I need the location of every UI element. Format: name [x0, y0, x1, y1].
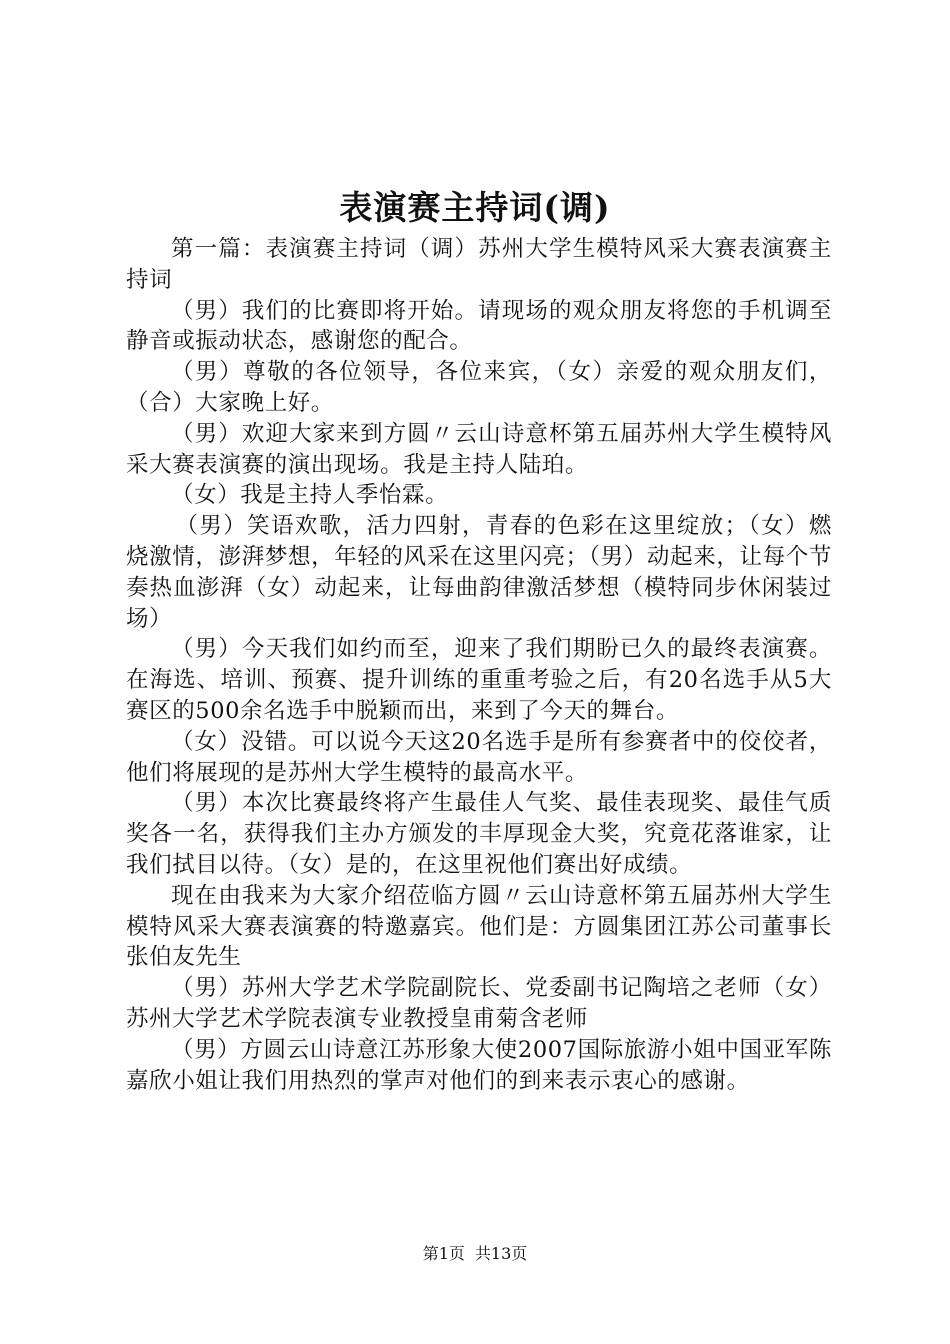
document-title: 表演赛主持词(调) — [339, 188, 611, 227]
paragraph: 第一篇：表演赛主持词（调）苏州大学生模特风采大赛表演赛主持词 — [126, 236, 832, 293]
paragraph: （男）本次比赛最终将产生最佳人气奖、最佳表现奖、最佳气质奖各一名，获得我们主办方颁发的丰厚现金大奖，究竟花落谁家，让我们拭目以待。（女）是的，在这里祝他们赛出好成绩。 — [126, 790, 832, 878]
paragraph: （男）笑语欢歌，活力四射，青春的色彩在这里绽放；（女）燃烧激情，澎湃梦想，年轻的风采在这里闪亮；（男）动起来，让每个节奏热血澎湃（女）动起来，让每曲韵律激活梦想（模特同步休闲装过场） — [126, 513, 832, 632]
paragraph: （女）我是主持人季怡霖。 — [171, 482, 449, 509]
paragraph: （女）没错。可以说今天这20名选手是所有参赛者中的佼佼者，他们将展现的是苏州大学生模特的最高水平。 — [126, 728, 832, 786]
paragraph: 现在由我来为大家介绍莅临方圆〃云山诗意杯第五届苏州大学生模特风采大赛表演赛的特邀嘉宾。他们是：方圆集团江苏公司董事长张伯友先生 — [126, 882, 832, 971]
document-body — [126, 234, 832, 1096]
paragraph: （男）今天我们如约而至，迎来了我们期盼已久的最终表演赛。在海选、培训、预赛、提升训练的重重考验之后，有20名选手从5大赛区的500余名选手中脱颖而出，来到了今天的舞台。 — [126, 636, 832, 724]
page-total: 共13页 — [474, 1244, 528, 1263]
page-footer — [0, 1244, 950, 1264]
paragraph: （男）尊敬的各位领导，各位来宾，（女）亲爱的观众朋友们，（合）大家晚上好。 — [126, 359, 832, 416]
page-number: 第1页 — [422, 1244, 465, 1263]
paragraph: （男）苏州大学艺术学院副院长、党委副书记陶培之老师（女）苏州大学艺术学院表演专业教授皇甫菊含老师 — [126, 975, 832, 1032]
paragraph: （男）方圆云山诗意江苏形象大使2007国际旅游小姐中国亚军陈嘉欣小姐让我们用热烈的掌声对他们的到来表示衷心的感谢。 — [126, 1036, 832, 1094]
paragraph: （男）我们的比赛即将开始。请现场的观众朋友将您的手机调至静音或振动状态，感谢您的配合。 — [126, 297, 832, 355]
paragraph: （男）欢迎大家来到方圆〃云山诗意杯第五届苏州大学生模特风采大赛表演赛的演出现场。我是主持人陆珀。 — [126, 420, 832, 478]
